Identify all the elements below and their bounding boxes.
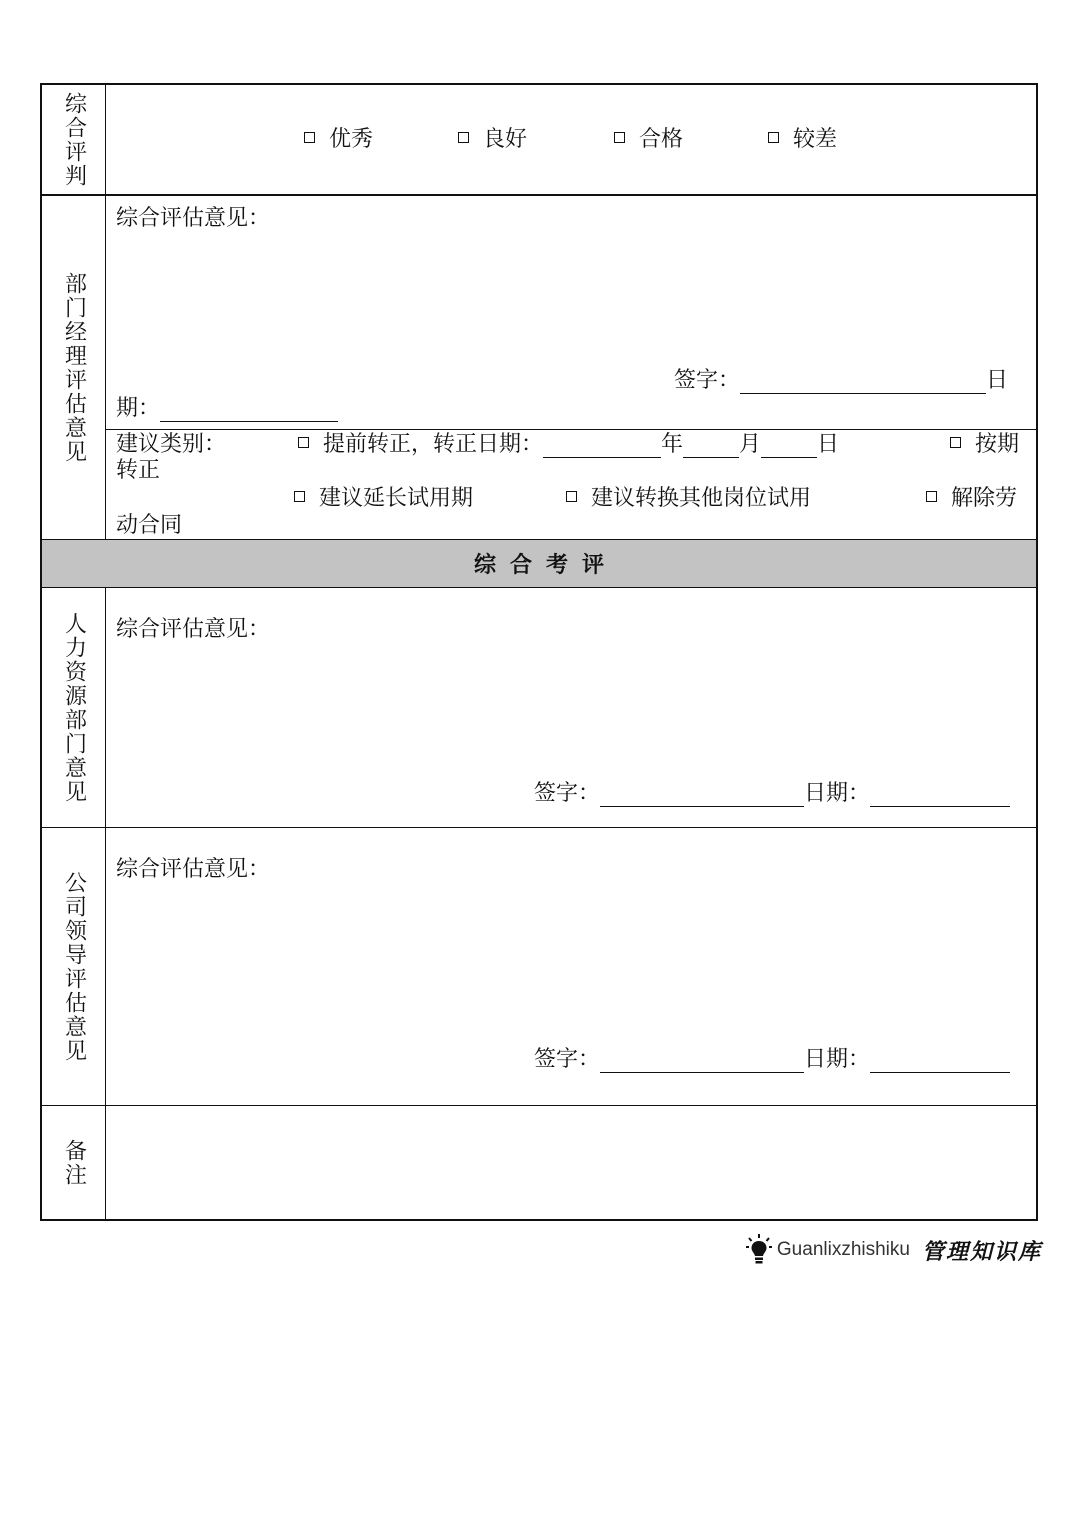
dept-manager-row (42, 194, 1036, 539)
early-day-field[interactable] (761, 437, 817, 458)
transfer-position-option[interactable]: 建议转换其他岗位试用 (566, 486, 811, 512)
dept-sign-line: 签字： 日 (674, 368, 1009, 393)
dept-manager-label-cell (42, 196, 106, 539)
terminate-contract-option[interactable]: 解除劳 (926, 486, 1017, 512)
extend-probation-option[interactable]: 建议延长试用期 (294, 486, 473, 512)
early-month-field[interactable] (683, 437, 739, 458)
option-good[interactable]: 良好 (458, 127, 527, 153)
hr-date-field[interactable] (870, 786, 1010, 807)
lightbulb-icon (745, 1233, 773, 1267)
leader-opinion-label: 综合评估意见： (116, 857, 271, 882)
remarks-label: 备注 (61, 1138, 87, 1187)
option-poor[interactable]: 较差 (768, 127, 837, 153)
leader-date-field[interactable] (870, 1052, 1010, 1073)
checkbox-icon[interactable] (458, 132, 469, 143)
hr-opinion-label: 综合评估意见： (116, 617, 271, 642)
leader-label: 公司领导评估意见 (61, 870, 87, 1063)
hr-sign-line: 签字： 日期： (534, 781, 1010, 807)
overall-rating-label-cell (42, 85, 106, 194)
evaluation-form (40, 83, 1038, 1221)
checkbox-icon[interactable] (614, 132, 625, 143)
checkbox-icon[interactable] (566, 491, 577, 502)
overall-rating-options (106, 85, 1036, 194)
leader-sign-line: 签字： 日期： (534, 1047, 1010, 1073)
suggestion-label: 建议类别： (116, 432, 227, 457)
remarks-field[interactable] (106, 1106, 1036, 1219)
summary-heading: 综合考评 (473, 553, 618, 578)
leader-content (106, 828, 1036, 1105)
early-year-field[interactable] (543, 437, 661, 458)
on-time-continuation: 转正 (116, 458, 161, 483)
option-pass[interactable]: 合格 (614, 127, 683, 153)
dept-date-field[interactable] (160, 401, 338, 422)
dept-manager-content (106, 196, 1036, 539)
on-time-option[interactable]: 按期 (950, 432, 1019, 458)
dept-date-line: 期： (116, 396, 338, 422)
suggestion-area (106, 429, 1036, 539)
checkbox-icon[interactable] (926, 491, 937, 502)
dept-signature-field[interactable] (740, 373, 986, 394)
overall-rating-row (42, 85, 1036, 194)
checkbox-icon[interactable] (768, 132, 779, 143)
dept-opinion-label: 综合评估意见： (116, 206, 271, 231)
remarks-label-cell (42, 1106, 106, 1219)
early-regular-option[interactable]: 提前转正，转正日期： 年 月 日 (298, 432, 839, 458)
leader-label-cell (42, 828, 106, 1105)
checkbox-icon[interactable] (950, 437, 961, 448)
hr-label: 人力资源部门意见 (61, 611, 87, 804)
brand-chinese: 管理知识库 (921, 1238, 1042, 1265)
terminate-continuation: 动合同 (116, 513, 183, 538)
dept-manager-label: 部门经理评估意见 (61, 271, 87, 464)
summary-heading-row (42, 539, 1036, 587)
hr-content (106, 588, 1036, 827)
option-excellent[interactable]: 优秀 (304, 127, 373, 153)
overall-rating-label: 综合评判 (61, 91, 87, 188)
hr-signature-field[interactable] (600, 786, 804, 807)
leader-signature-field[interactable] (600, 1052, 804, 1073)
brand-english: Guanlixzhishiku (776, 1239, 910, 1260)
checkbox-icon[interactable] (298, 437, 309, 448)
checkbox-icon[interactable] (294, 491, 305, 502)
hr-label-cell (42, 588, 106, 827)
remarks-row (42, 1105, 1036, 1219)
hr-row (42, 587, 1036, 827)
footer-brand (745, 1232, 1042, 1268)
checkbox-icon[interactable] (304, 132, 315, 143)
leader-row (42, 827, 1036, 1105)
